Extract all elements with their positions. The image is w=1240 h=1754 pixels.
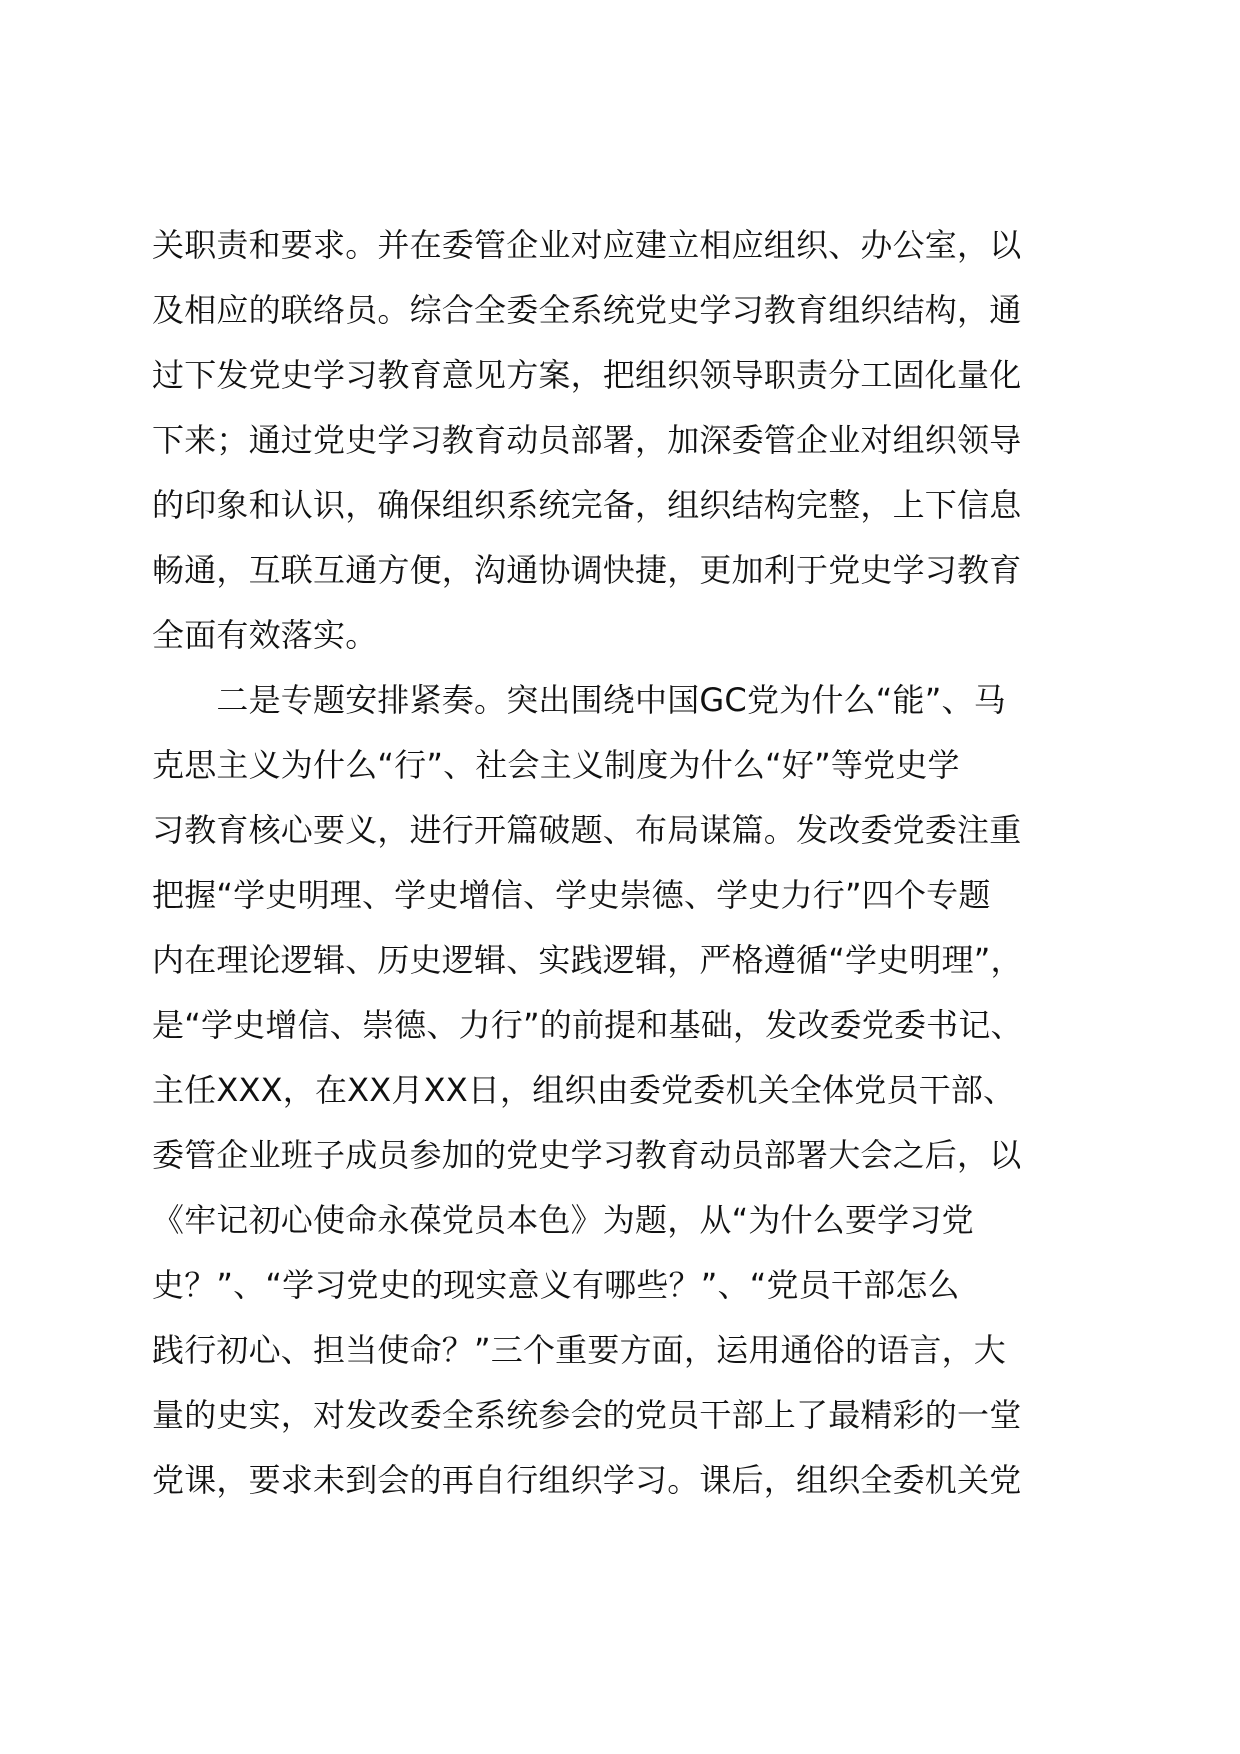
text-line: 关职责和要求。并在委管企业对应建立相应组织、办公室，以 — [152, 226, 1022, 264]
text-line: 量的史实，对发改委全系统参会的党员干部上了最精彩的一堂 — [152, 1396, 1022, 1434]
text-line: 是“学史增信、崇德、力行”的前提和基础，发改委党委书记、 — [152, 1006, 1023, 1044]
text-line: 《牢记初心使命永葆党员本色》为题，从“为什么要学习党 — [152, 1201, 974, 1239]
text-line: 克思主义为什么“行”、社会主义制度为什么“好”等党史学 — [152, 746, 960, 784]
text-line: 主任XXX，在XX月XX日，组织由委党委机关全体党员干部、 — [152, 1071, 1016, 1109]
text-line: 把握“学史明理、学史增信、学史崇德、学史力行”四个专题 — [152, 876, 991, 914]
text-line: 委管企业班子成员参加的党史学习教育动员部署大会之后，以 — [152, 1136, 1022, 1174]
text-line: 践行初心、担当使命？”三个重要方面，运用通俗的语言，大 — [152, 1331, 1006, 1369]
text-line: 史？”、“学习党史的现实意义有哪些？”、“党员干部怎么 — [152, 1266, 960, 1304]
text-line: 及相应的联络员。综合全委全系统党史学习教育组织结构，通 — [152, 291, 1022, 329]
text-line: 二是专题安排紧奏。突出围绕中国GC党为什么“能”、马 — [152, 681, 1006, 719]
text-line: 过下发党史学习教育意见方案，把组织领导职责分工固化量化 — [152, 356, 1022, 394]
paragraph-2 — [152, 668, 1092, 1513]
text-line: 下来；通过党史学习教育动员部署，加深委管企业对组织领导 — [152, 421, 1022, 459]
text-line: 全面有效落实。 — [152, 616, 378, 654]
text-line: 畅通，互联互通方便，沟通协调快捷，更加利于党史学习教育 — [152, 551, 1022, 589]
text-line: 内在理论逻辑、历史逻辑、实践逻辑，严格遵循“学史明理”， — [152, 941, 1023, 979]
text-line: 党课，要求未到会的再自行组织学习。课后，组织全委机关党 — [152, 1461, 1022, 1499]
paragraph-1 — [152, 213, 1092, 668]
text-line: 的印象和认识，确保组织系统完备，组织结构完整，上下信息 — [152, 486, 1022, 524]
text-line: 习教育核心要义，进行开篇破题、布局谋篇。发改委党委注重 — [152, 811, 1022, 849]
